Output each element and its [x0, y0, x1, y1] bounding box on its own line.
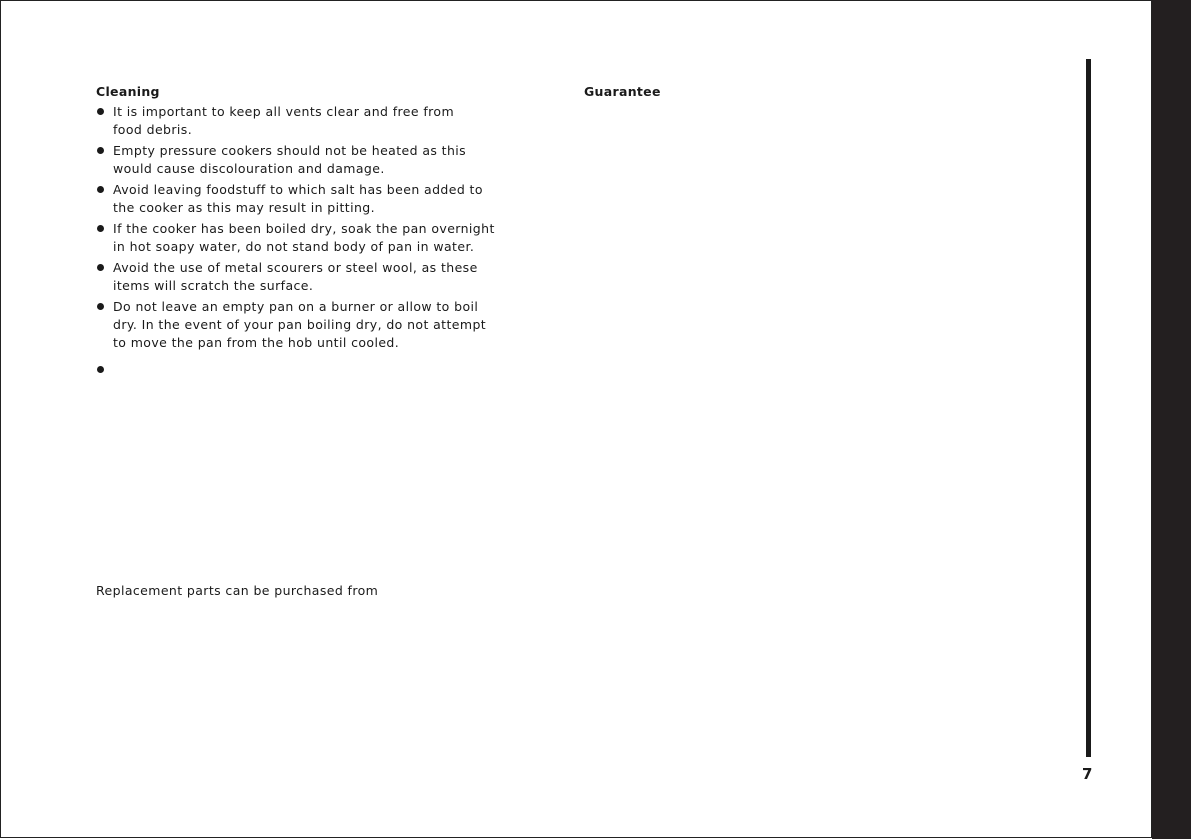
item-line: It is important to keep all vents clear and free from	[113, 104, 455, 119]
list-item	[96, 220, 556, 256]
bullet-icon	[97, 186, 104, 193]
bullet-icon	[97, 108, 104, 115]
list-item	[96, 259, 556, 295]
list-item	[96, 298, 556, 352]
cleaning-section	[96, 84, 556, 355]
item-line: to move the pan from the hob until cooled.	[113, 335, 400, 350]
list-item	[96, 181, 556, 217]
guarantee-heading: Guarantee	[584, 84, 661, 99]
item-line: in hot soapy water, do not stand body of pan in water.	[113, 239, 475, 254]
item-line: food debris.	[113, 122, 193, 137]
item-line: Avoid leaving foodstuff to which salt has been added to	[113, 182, 483, 197]
bullet-icon	[97, 225, 104, 232]
bullet-icon	[97, 147, 104, 154]
item-line: the cooker as this may result in pitting.	[113, 200, 376, 215]
list-item	[96, 103, 556, 139]
guarantee-section	[584, 84, 1044, 103]
item-line: Do not leave an empty pan on a burner or allow to boil	[113, 299, 479, 314]
empty-bullet-icon	[97, 366, 104, 373]
cleaning-list	[96, 103, 556, 352]
item-line: Avoid the use of metal scourers or steel wool, as these	[113, 260, 478, 275]
list-item	[96, 142, 556, 178]
item-line: dry. In the event of your pan boiling dry, do not attempt	[113, 317, 487, 332]
bullet-icon	[97, 303, 104, 310]
replacement-parts-text: Replacement parts can be purchased from	[96, 583, 379, 598]
vertical-rule	[1086, 59, 1091, 757]
bullet-icon	[97, 264, 104, 271]
page-number: 7	[1082, 765, 1093, 783]
cleaning-heading: Cleaning	[96, 84, 160, 99]
item-line: If the cooker has been boiled dry, soak the pan overnight	[113, 221, 495, 236]
item-line: Empty pressure cookers should not be heated as this	[113, 143, 467, 158]
item-line: items will scratch the surface.	[113, 278, 314, 293]
right-edge-band	[1152, 0, 1191, 839]
item-line: would cause discolouration and damage.	[113, 161, 385, 176]
